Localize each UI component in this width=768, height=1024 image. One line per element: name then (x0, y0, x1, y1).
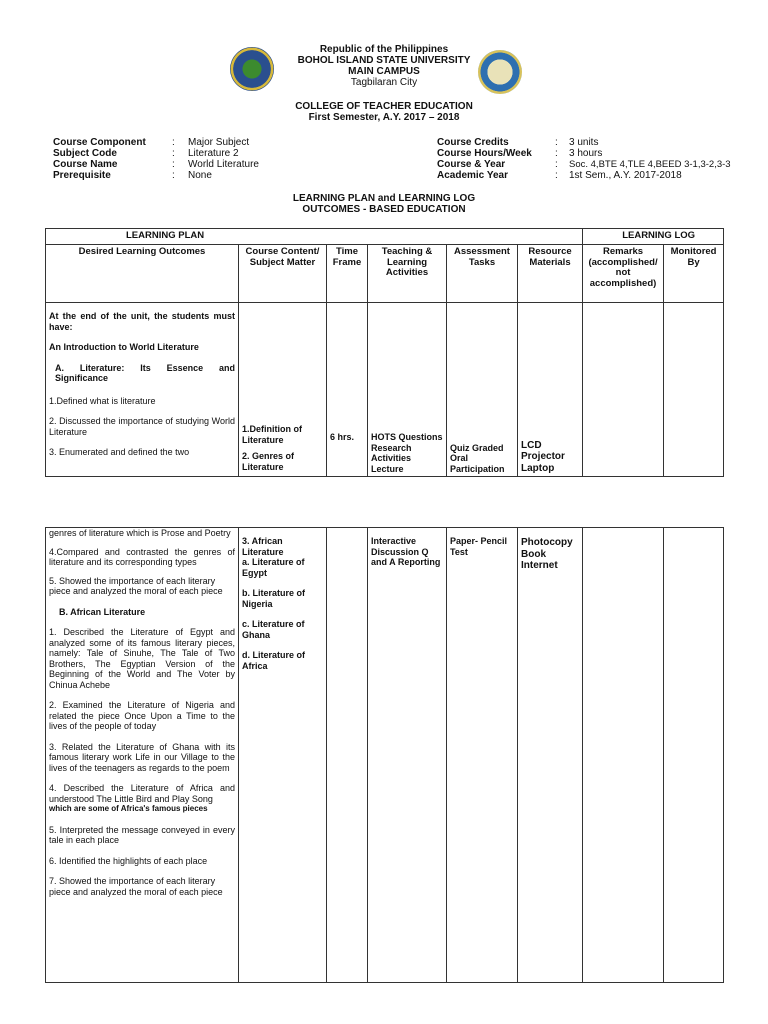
outcome-note: which are some of Africa's famous pieces (49, 804, 208, 813)
header-activities: Teaching & Learning Activities (368, 245, 447, 303)
band-learning-log: LEARNING LOG (583, 229, 724, 245)
college-name: COLLEGE OF TEACHER EDUCATION (295, 101, 473, 112)
semester-line: First Semester, A.Y. 2017 – 2018 (308, 112, 460, 123)
info-value: None (188, 170, 212, 181)
time-cell (327, 528, 368, 983)
learning-plan-table-continued (45, 527, 724, 983)
content-item: 1.Definition of Literature (242, 424, 302, 445)
resources-cell: Photocopy Book Internet (518, 528, 583, 983)
info-value: 3 hours (569, 148, 603, 159)
info-label: Course & Year (437, 159, 506, 170)
info-value: Major Subject (188, 137, 250, 148)
info-colon: : (172, 137, 175, 148)
content-cell (239, 303, 327, 477)
info-value: 3 units (569, 137, 599, 148)
plan-title-line2: OUTCOMES - BASED EDUCATION (302, 204, 466, 215)
outcome-item: 3. Related the Literature of Ghana with its famous literary work Life in our Village to the lives of the teenagers as regards to the poem (49, 741, 235, 773)
time-cell: 6 hrs. (327, 303, 368, 477)
outcomes-cell (46, 303, 239, 477)
info-colon: : (555, 137, 558, 148)
assessment-cell: Quiz Graded Oral Participation (447, 303, 518, 477)
remarks-cell (583, 528, 664, 983)
outcomes-cell (46, 528, 239, 983)
info-label: Prerequisite (53, 170, 111, 181)
plan-title (0, 193, 768, 215)
outcome-item: 2. Examined the Literature of Nigeria and related the piece Once Upon a Time to the lives of the people of today (49, 700, 235, 731)
learning-plan-table (45, 228, 724, 477)
content-cell (239, 528, 327, 983)
outcome-item: 5. Interpreted the message conveyed in every tale in each place (49, 824, 235, 845)
header-time: Time Frame (327, 245, 368, 303)
header-monitored: Monitored By (664, 245, 724, 303)
university-name: BOHOL ISLAND STATE UNIVERSITY (297, 55, 471, 66)
activities-cell: Interactive Discussion Q and A Reporting (368, 528, 447, 983)
republic-line: Republic of the Philippines (319, 44, 449, 55)
activities-cell: HOTS Questions Research Activities Lecture (368, 303, 447, 477)
content-item: c. Literature of Ghana (242, 619, 305, 640)
assessment-cell: Paper- Pencil Test (447, 528, 518, 983)
monitored-cell (664, 303, 724, 477)
info-label: Course Name (53, 159, 118, 170)
college-heading (0, 101, 768, 123)
band-learning-plan: LEARNING PLAN (46, 229, 583, 245)
campus-name: MAIN CAMPUS (348, 66, 420, 77)
outcome-item: 5. Showed the importance of each literary piece and analyzed the moral of each piece (49, 575, 223, 596)
outcome-item: genres of literature which is Prose and Poetry (49, 528, 231, 538)
header-remarks: Remarks (accomplished/ not accomplished) (583, 245, 664, 303)
outcome-item: 2. Discussed the importance of studying World Literature (49, 416, 235, 437)
info-value: Literature 2 (188, 148, 239, 159)
outcome-item: 3. Enumerated and defined the two (49, 447, 190, 457)
content-item: d. Literature of Africa (242, 650, 306, 671)
info-value: 1st Sem., A.Y. 2017-2018 (569, 170, 682, 181)
content-item: 3. African Literature (242, 536, 284, 557)
outcome-item: 7. Showed the importance of each literary piece and analyzed the moral of each piece (49, 876, 223, 897)
info-colon: : (555, 148, 558, 159)
info-colon: : (172, 170, 175, 181)
info-colon: : (555, 170, 558, 181)
outcome-item: 1.Defined what is literature (49, 395, 156, 406)
intro-text: At the end of the unit, the students must have: (49, 311, 235, 332)
monitored-cell (664, 528, 724, 983)
info-label: Academic Year (437, 170, 508, 181)
info-label: Course Credits (437, 137, 509, 148)
section-b-title: B. African Literature (59, 606, 146, 617)
content-item: 2. Genres of Literature (242, 451, 295, 472)
content-item: a. Literature of Egypt (242, 557, 305, 578)
info-value: World Literature (188, 159, 259, 170)
info-colon: : (172, 159, 175, 170)
header-outcomes: Desired Learning Outcomes (46, 245, 239, 303)
remarks-cell (583, 303, 664, 477)
letterhead (0, 44, 768, 88)
plan-title-line1: LEARNING PLAN and LEARNING LOG (292, 193, 476, 204)
outcome-item: 1. Described the Literature of Egypt and analyzed some of its famous literary pieces, namely: Tale of Sinuhe, The Tale of Two Brothers, The Egyptian Version of the Beginning of the World and The Voter by Chinua Achebe (49, 627, 235, 690)
info-label: Course Hours/Week (437, 148, 532, 159)
header-resources: Resource Materials (518, 245, 583, 303)
info-colon: : (172, 148, 175, 159)
header-content: Course Content/ Subject Matter (239, 245, 327, 303)
city-name: Tagbilaran City (350, 77, 418, 88)
info-colon: : (555, 159, 558, 170)
unit-title: An Introduction to World Literature (49, 342, 199, 352)
section-a-title: A. Literature: Its Essence and Significance (55, 362, 235, 383)
header-assessment: Assessment Tasks (447, 245, 518, 303)
info-label: Subject Code (53, 148, 117, 159)
info-value: Soc. 4,BTE 4,TLE 4,BEED 3-1,3-2,3-3 (569, 159, 731, 170)
content-item: b. Literature of Nigeria (242, 588, 306, 609)
outcome-item: 6. Identified the highlights of each place (49, 855, 208, 866)
outcome-item: 4. Described the Literature of Africa and understood The Little Bird and Play Song (49, 783, 235, 804)
outcome-item: 4.Compared and contrasted the genres of literature and its corresponding types (49, 546, 235, 567)
info-label: Course Component (53, 137, 146, 148)
resources-cell: LCD Projector Laptop (518, 303, 583, 477)
